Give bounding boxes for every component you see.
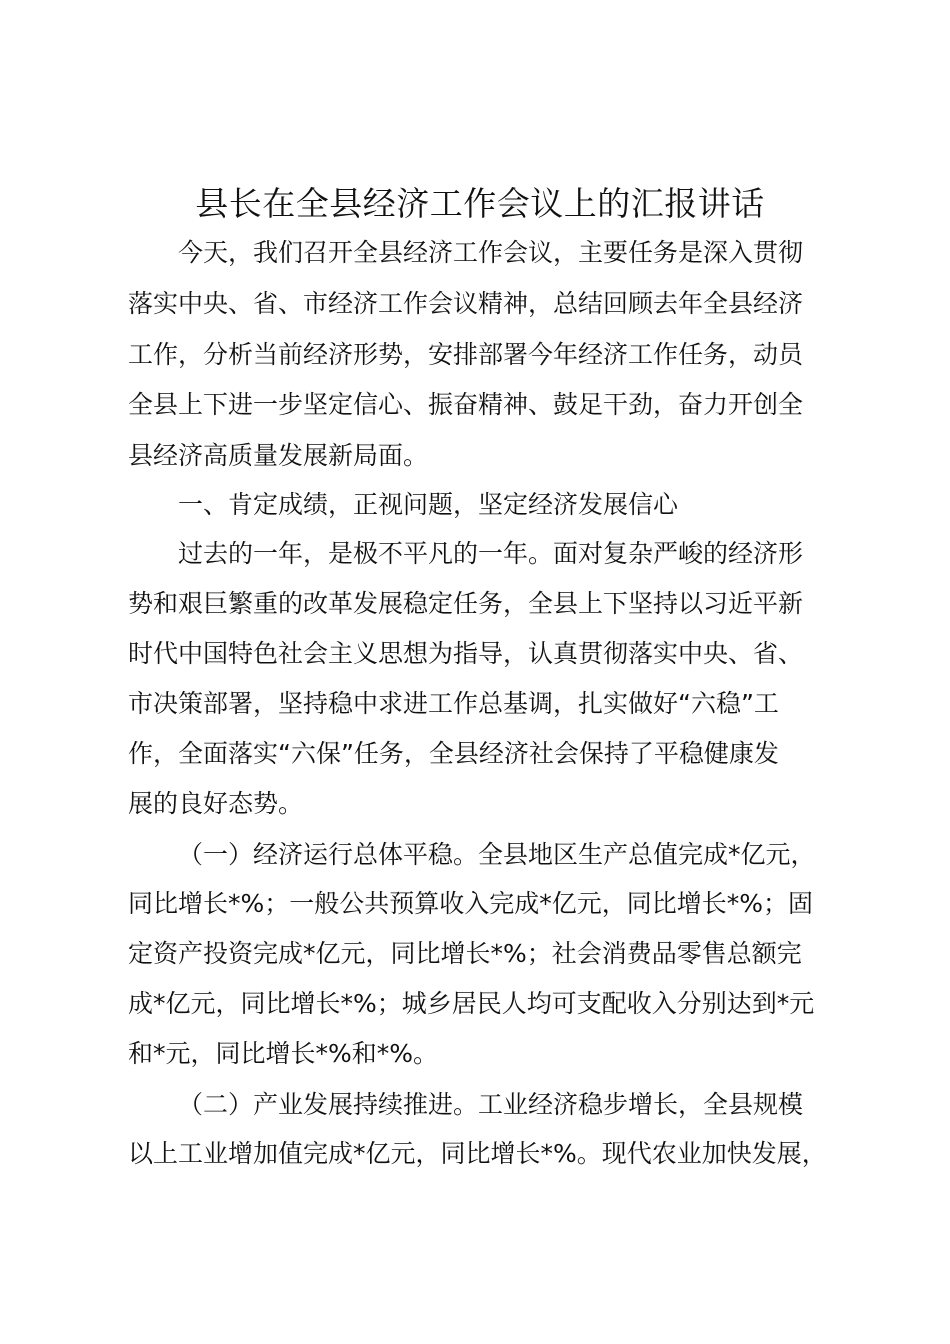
- paragraph-line: 全县上下进一步坚定信心、振奋精神、鼓足干劲，奋力开创全: [128, 390, 804, 419]
- paragraph-line: 市决策部署，坚持稳中求进工作总基调，扎实做好“六稳”工: [128, 689, 779, 718]
- paragraph-line: 和*元，同比增长*%和*%。: [128, 1039, 439, 1068]
- paragraph-line: 工作，分析当前经济形势，安排部署今年经济工作任务，动员: [128, 340, 804, 369]
- paragraph-line: （二）产业发展持续推进。工业经济稳步增长，全县规模: [178, 1090, 804, 1119]
- document-title: 县长在全县经济工作会议上的汇报讲话: [195, 184, 765, 223]
- paragraph-line: 过去的一年，是极不平凡的一年。面对复杂严峻的经济形: [178, 539, 804, 568]
- paragraph-line: 县经济高质量发展新局面。: [128, 441, 429, 470]
- paragraph-line: 今天，我们召开全县经济工作会议，主要任务是深入贯彻: [178, 238, 804, 267]
- section-heading: 一、肯定成绩，正视问题，坚定经济发展信心: [178, 490, 679, 519]
- paragraph-line: 定资产投资完成*亿元，同比增长*%；社会消费品零售总额完: [128, 939, 802, 968]
- paragraph-line: 势和艰巨繁重的改革发展稳定任务，全县上下坚持以习近平新: [128, 589, 804, 618]
- paragraph-line: 落实中央、省、市经济工作会议精神，总结回顾去年全县经济: [128, 289, 804, 318]
- paragraph-line: 同比增长*%；一般公共预算收入完成*亿元，同比增长*%；固: [128, 889, 814, 918]
- paragraph-line: 作，全面落实“六保”任务，全县经济社会保持了平稳健康发: [128, 739, 779, 768]
- paragraph-line: 时代中国特色社会主义思想为指导，认真贯彻落实中央、省、: [128, 639, 804, 668]
- paragraph-line: 展的良好态势。: [128, 789, 304, 818]
- paragraph-line: 成*亿元，同比增长*%；城乡居民人均可支配收入分别达到*元: [128, 989, 815, 1018]
- paragraph-line: 以上工业增加值完成*亿元，同比增长*%。现代农业加快发展，: [128, 1139, 827, 1168]
- paragraph-line: （一）经济运行总体平稳。全县地区生产总值完成*亿元，: [178, 840, 816, 869]
